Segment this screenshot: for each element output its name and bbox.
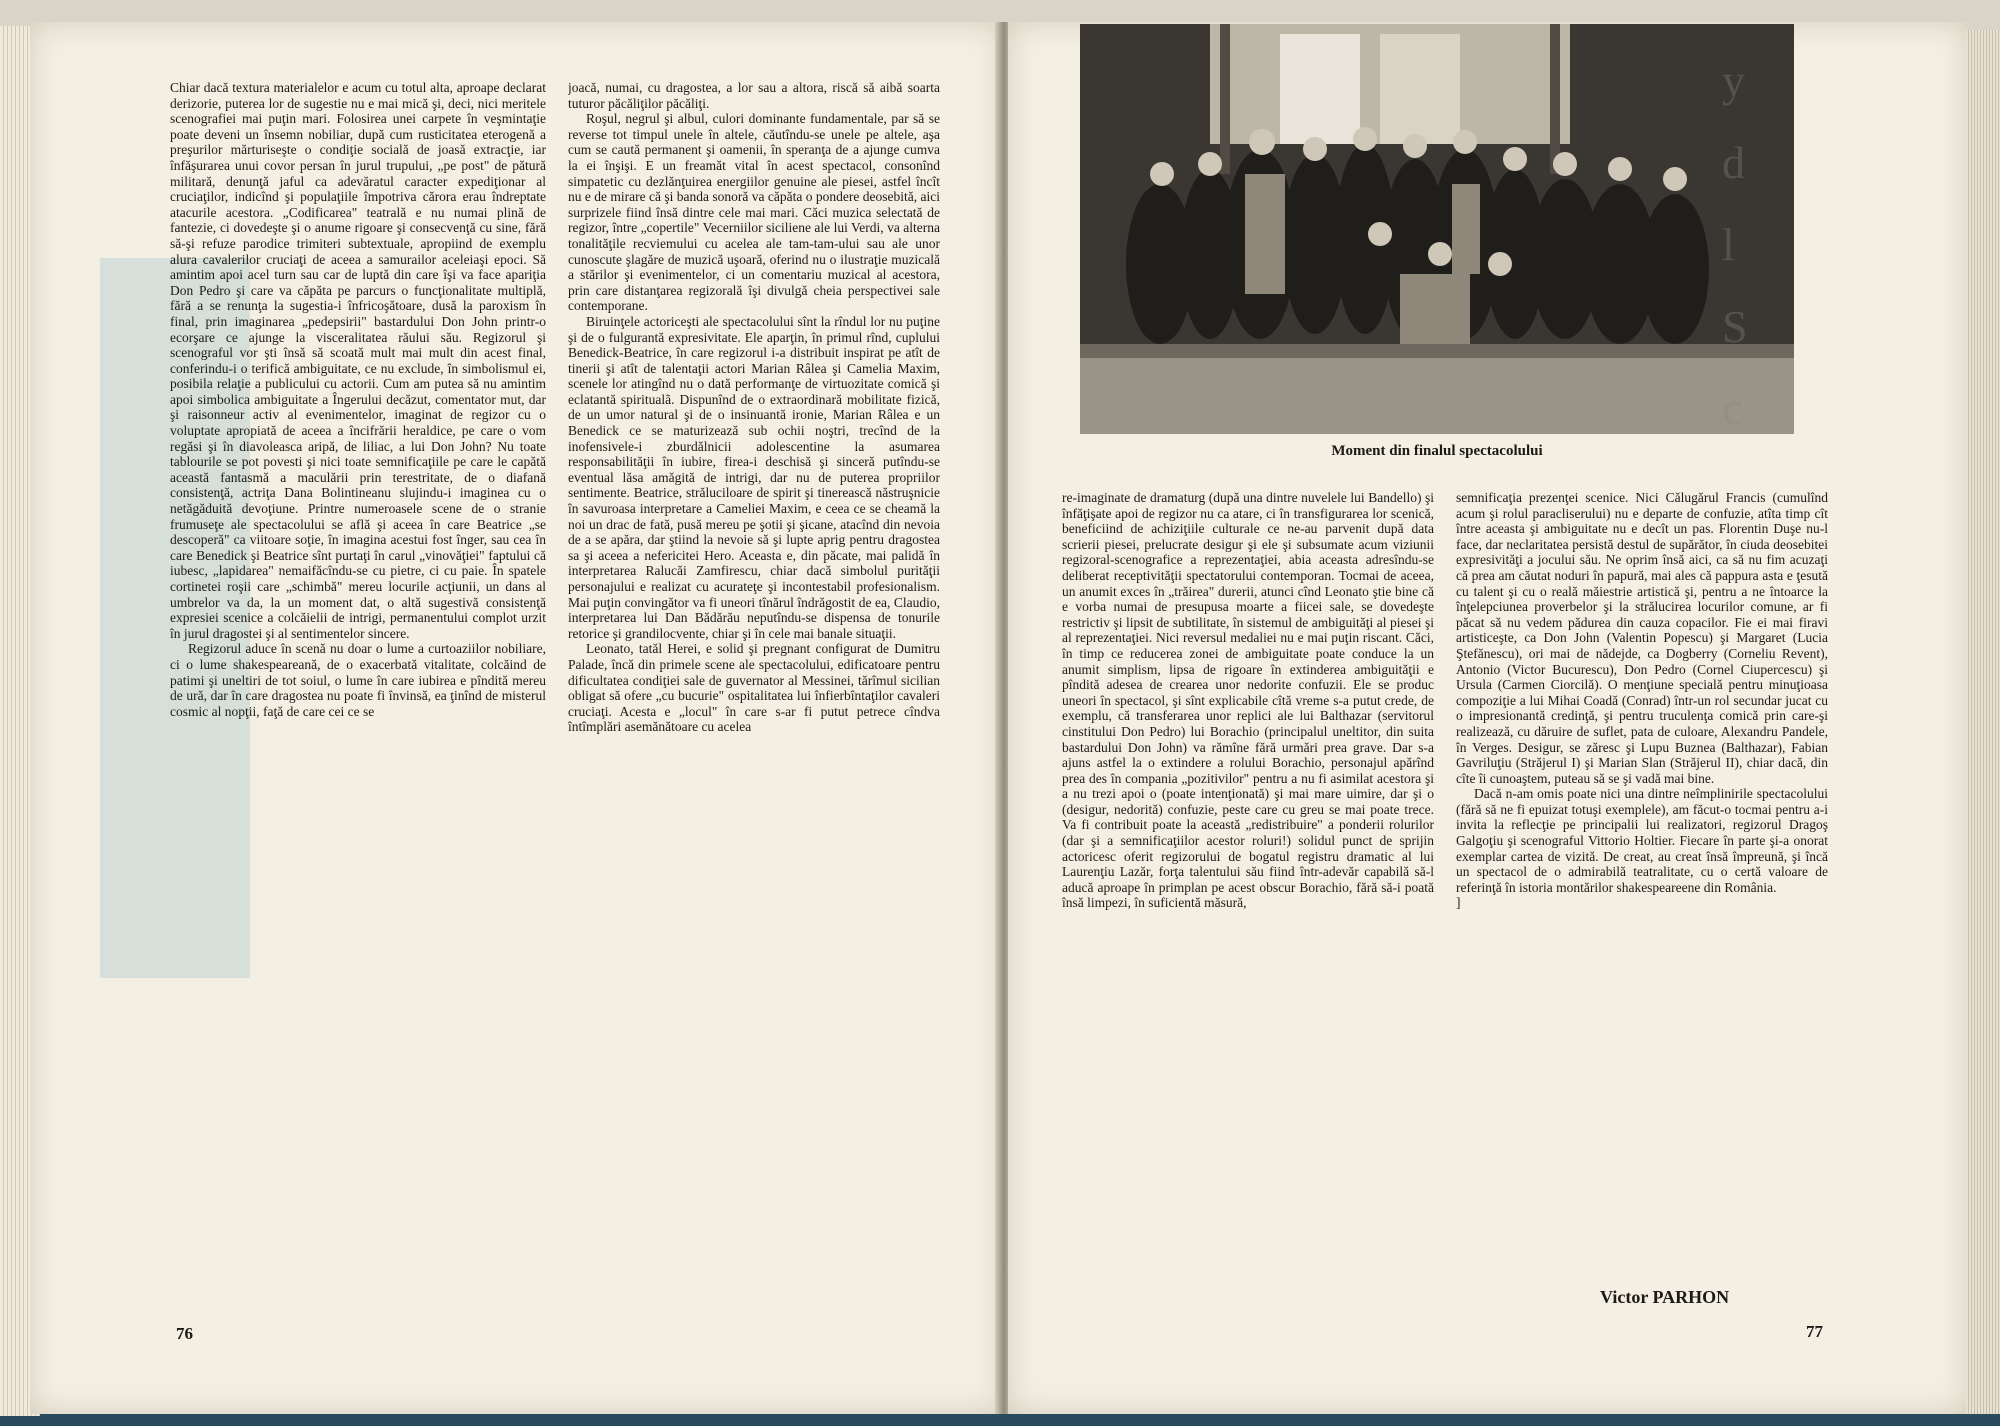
author-signature: Victor PARHON bbox=[1600, 1287, 1730, 1307]
paragraph: Roşul, negrul şi albul, culori dominante fundamentale, par să se reverse tot timpul unele în altele, căutîndu-se unele pe altele, aşa cum se caută permanent şi oamenii, în speranţa de a ajunge cumva la ei înşişi. E un freamăt vital în acest spectacol, consonînd simpatetic cu dezlănţuirea energiilor genuine ale piesei, astfel încît nu e de mirare că şi banda sonoră va căpăta o pondere deosebită, aici surprizele fiind însă dintre cele mai mari. Căci muzica selectată de regizor, între „copertile" Vecerniilor siciliene ale lui Verdi, va alterna tonalităţile recviemului cu acelea ale tam-tam-ului sau ale unor cunoscute şlagăre de muzică uşoară, oferind nu o ilustraţie muzicală a stărilor şi evenimentelor, ci un comentariu muzical al acestora, prin care distanţarea regizorală îşi divulgă cheia perspectivei sale contemporane. bbox=[568, 111, 940, 314]
paragraph: re-imaginate de dramaturg (după una dintre nuvelele lui Bandello) şi înfăţişate apoi de regizor nu ca atare, ci în transfigurarea lor scenică, beneficiind de achiziţiile culturale ce ne-au parvenit după data scrierii piesei, prelucrate desigur şi ele şi subsumate acum viziunii regizoral-scenografice a reprezentaţiei, abia aceasta adresîndu-se deliberat receptivităţii spectatorului contemporan. Tocmai de aceea, un anumit exces în „trăirea" durerii, atunci cînd Leonato ştie bine că e vorba numai de presupusa moarte a fiicei sale, se dovedeşte restrictiv şi lipsit de subtilitate, în sistemul de ambiguităţi al piesei şi al reprezentaţiei. Nici reversul medaliei nu e mai puţin riscant. Căci, în timp ce reducerea zonei de ambiguitate poate conduce la un anumit simplism, lipsa de rigoare în extinderea ambiguităţii e pîndită adesea de crearea unor nedorite confuzii. Ele se produc uneori în spectacol, şi sînt explicabile cîtă vreme s-a putut crede, de exemplu, că transferarea unor replici ale lui Balthazar (servitorul cinstitului Don Pedro) lui Borachio (principalul uneltitor, din suita bastardului Don John) va rămîne fără urmări prea grave. Dar s-a ajuns astfel la o extindere a rolului Borachio, personajul apărînd prea des în compania „pozitivilor" pentru a nu fi asimilat acestora şi a nu trezi apoi o (poate intenţionată) şi mai mare uimire, dar şi o (desigur, nedorită) confuzie, peste care cu greu se mai poate trece. Va fi contribuit poate la această „redistribuire" a ponderii rolurilor (dar şi a semnificaţiilor acestor roluri!) solidul punct de sprijin actoricesc oferit regizorului de bogatul registru dramatic al lui Laurenţiu Lazăr, forţa talentului său fiind într-adevăr capabilă să-l aducă aproape în primplan pe acest obscur Borachio, fără să-i poată însă limpezi, în suficientă măsură, bbox=[1062, 490, 1434, 911]
page-number-left: 76 bbox=[176, 1324, 193, 1343]
paragraph: Leonato, tatăl Herei, e solid şi pregnant configurat de Dumitru Palade, încă din primele scene ale spectacolului, edificatoare pentru dificultatea condiţiei sale de guvernator al Messinei, tărîmul sicilian obligat să ofere „cu bucurie" ospitalitatea lui înfierbîntaţilor cavaleri cruciaţi. Acesta e „locul" în care s-ar fi putut petrece cîndva întîmplări asemănătoare cu acelea bbox=[568, 641, 940, 735]
paragraph: Dacă n-am omis poate nici una dintre neîmplinirile spectacolului (fără să ne fi epuizat totuşi exemplele), am făcut-o tocmai pentru a-i invita la reflecţie pe principalii lui realizatori, regizorul Dragoş Galgoţiu şi scenograful Vittorio Holtier. Fiecare în parte şi-a onorat exemplar cartea de vizită. De creat, au creat însă împreună, şi încă un spectacol de o admirabilă teatralitate, cu o certă valoare de referinţă în istoria montărilor shakespeareene din România. bbox=[1456, 786, 1828, 895]
left-column-1 bbox=[170, 80, 546, 1280]
end-mark: ] bbox=[1456, 895, 1461, 911]
paragraph: Biruinţele actoriceşti ale spectacolului sînt la rîndul lor nu puţine şi de o fulgurantă expresivitate. Ele aparţin, în primul rînd, cuplului Benedick-Beatrice, în care regizorul i-a distribuit inspirat pe atît de tinerii şi atît de talentaţii actori Marian Râlea şi Camelia Maxim, scenele lor atingînd nu o dată performanţe de virtuozitate comică şi eclatantă spiritualã. Dispunînd de o extraordinară mobilitate fizică, de un umor natural şi de o insinuantă ironie, Marian Râlea e un Benedick ce se maturizează sub ochii noştri, trecînd de la inofensivele-i zburdălnicii adolescentine la asumarea responsabilităţii în iubire, firea-i deschisă şi sinceră putîndu-se eventual lăsa amăgită de intrigi, dar nu de puterea propriilor sentimente. Beatrice, străluciloare de spirit şi tinerească năstruşnicie în savuroasa interpretare a Cameliei Maxim, e ceea ce se cheamă la noi un drac de fată, pusă mereu pe şotii şi şicane, atacînd din nevoia de a se apăra, dar ştiind la nevoie să şi lupte aprig pentru dragostea sa şi aceea a nefericitei Hero. Aceasta e, din păcate, mai palidă în interpretarea Ralucăi Zamfirescu, chiar dacă simbolul purităţii personajului e realizat cu acurateţe şi incontestabil profesionalism. Mai puţin convingător va fi uneori tînărul îndrăgostit de ea, Claudio, interpretarea lui Dan Bădărău neputîndu-se dispensa de tonurile retorice şi grandilocvente, chiar şi în cele mai banale situaţii. bbox=[568, 313, 940, 641]
left-column-2 bbox=[568, 80, 940, 1280]
page-number-right: 77 bbox=[1806, 1322, 1823, 1341]
paragraph: joacă, numai, cu dragostea, a lor sau a altora, riscă să aibă soarta tuturor păcăliţilor păcăliţi. bbox=[568, 80, 940, 111]
bleed-through-letters: y d l S c bbox=[1722, 55, 1748, 434]
photo-caption: Moment din finalul spectacolului bbox=[1331, 443, 1543, 459]
paragraph: semnificaţia prezenţei scenice. Nici Călugărul Francis (cumulînd acum şi rolul paracliserului) nu e departe de confuzie, atîta timp cît între aceasta şi ambiguitate nu e decît un pas. Florentin Duşe nu-l face, dar neclaritatea persistă destul de supărător, în ciuda deosebitei expresivităţi a jocului său. Ne oprim însă aici, ca să nu fim acuzaţi că prea am căutat noduri în papură, mai ales că pappura asta e ţesută cu talent şi cu o reală măiestrie artistică şi, pentru a ne întoarce la înţelepciunea proverbelor şi la strălucirea locurilor comune, ar fi păcat să nu vedem pădurea din cauza copacilor. Fie ei mai firavi artisticeşte, ca Don John (Valentin Popescu) şi Margaret (Lucia Ştefănescu), ori mai de nădejde, ca Dogberry (Corneliu Revent), Antonio (Victor Bucurescu), Don Pedro (Cornel Ciupercescu) şi Ursula (Carmen Ciorcilă). O menţiune specială pentru minuţioasa compoziţie a lui Mihai Coadă (Conrad) într-un rol secundar jucat cu o impresionantă credinţă, şi pentru truculenţa comică prin care-şi realizează, cu dăruire de suflet, pata de culoare, Alexandru Pandele, în Verges. Desigur, se zăresc şi Lupu Buznea (Balthazar), Fabian Gavriluţiu (Străjerul I) şi Marian Slan (Străjerul II), chiar dacă, din cîte îi cunoaştem, puteau să se şi vadă mai bine. bbox=[1456, 490, 1828, 786]
right-column-2 bbox=[1456, 490, 1828, 1280]
actors-group-photo bbox=[1080, 24, 1794, 434]
paragraph: Chiar dacă textura materialelor e acum cu totul alta, aproape declarat derizorie, puterea lor de sugestie nu e mai mică şi, deci, nici meritele scenografiei mai puţin mari. Folosirea unei carpete în veşmintaţie poate deveni un însemn nobiliar, după cum rusticitatea eterogenă a preşurilor mărturiseşte o condiţie socială de joasă extracţie, iar înfăşurarea unui covor persan în jurul trupului, „pe post" de pătură militară, denunţă jaful ca adevăratul caracter expediţionar al cruciaţilor, indicînd şi populaţiile împotriva cărora erau îndreptate atacurile acestora. „Codificarea" teatrală e nu numai plină de fantezie, ci dovedeşte şi o anume rigoare şi consecvenţă cu sine, fără să-şi refuze parodice trimiteri subtextuale, apropiind de exemplu alura cavalerilor cruciaţi de aceea a samurailor aceleiaşi epoci. Să amintim apoi acel turn sau car de luptă din care îşi va face apariţia Don Pedro şi care va căpăta pe parcurs o funcţionalitate multiplă, fără a se renunţa la sugestia-i înfricoşătoare, dusă la paroxism în final, prin imaginarea „pedepsirii" bastardului Don John printr-o ecorşare ce ajunge la visceralitatea răului său. Regizorul şi scenograful vor şti însă să scoată mult mai mult din acest final, conferindu-i o terifică ambiguitate, ce nu exclude, în simbolismul ei, posibila relaţie a publicului cu actorii. Cum am putea să nu amintim apoi simbolica ambiguitate a Îngerului decăzut, comentator mut, dar şi raisonneur activ al evenimentelor, imaginat de regizor cu o voluptate apropiată de aceea a încifrării heraldice, pe care o vom regăsi şi în diavoleasca aripă, de liliac, a lui Don John? Nu toate tablourile se pot povesti şi nici toate semnificaţiile pe care le capătă această fantasmă a maculării prin terestritate, de o diafană consistenţă, actriţa Dana Bolintineanu slujindu-i imaginea cu o netăgăduită devoţiune. Printre numeroasele scene de o stranie frumuseţe ale spectacolului se află şi aceea în care Beatrice „se descoperă" ca viitoare soţie, în imagina acestui fost înger, sau cea în care Benedick şi Beatrice sînt purtaţi în carul „vinovăţiei" faptului că iubesc, „lapidarea" nemaifăcîndu-se cu pietre, ci cu paie. În spatele cortinetei roşii care „schimbă" mereu locurile acţiunii, un dans al umbrelor va da, la un moment dat, o altă sugestivă consistenţă expresiei scenice a colcăielii de intrigi, permanentului complot urzit în jurul dragostei şi al sentimentelor sincere. bbox=[170, 80, 546, 641]
production-photo bbox=[1080, 24, 1794, 434]
right-column-1 bbox=[1062, 490, 1434, 1280]
paragraph: Regizorul aduce în scenă nu doar o lume a curtoaziilor nobiliare, ci o lume shakespeareană, de o exacerbată vitalitate, colcăind de patimi şi uneltiri de tot soiul, o lume în care iubirea e pîndită mereu de ură, dar în care dragostea nu poate fi învinsă, ea ţinînd de misterul cosmic al nopţii, faţă de care cei ce se bbox=[170, 641, 546, 719]
right-page-stack bbox=[1966, 30, 2000, 1414]
